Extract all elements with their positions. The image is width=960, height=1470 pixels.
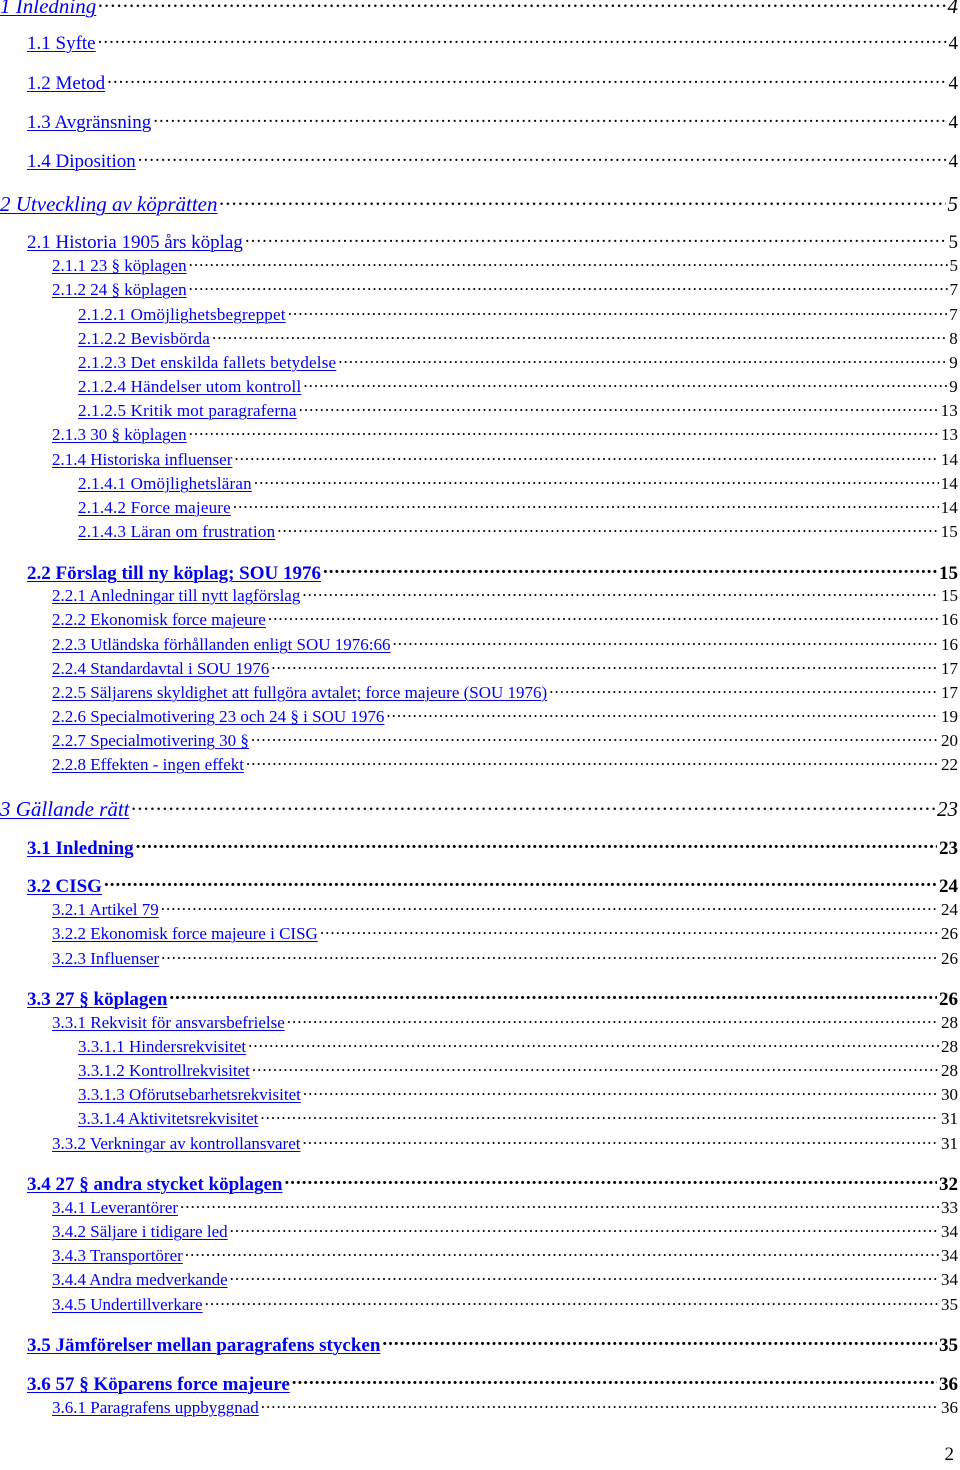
toc-entry-title[interactable]: 3.3.2 Verkningar av kontrollansvaret <box>52 1134 301 1153</box>
toc-entry-page: 22 <box>941 755 958 774</box>
toc-entry-title[interactable]: 2.2.2 Ekonomisk force majeure <box>52 610 266 629</box>
toc-entry[interactable] <box>52 1396 958 1418</box>
toc-entry-title[interactable]: 2.2.6 Specialmotivering 23 och 24 § i SOU 1976 <box>52 707 385 726</box>
dot-leader <box>299 399 939 416</box>
toc-entry[interactable] <box>52 1132 958 1154</box>
toc-entry-title[interactable]: 3.2 CISG <box>27 876 102 897</box>
toc-entry-title[interactable]: 3.3.1.2 Kontrollrekvisitet <box>78 1061 250 1080</box>
toc-entry-page: 5 <box>947 192 958 216</box>
toc-entry[interactable] <box>52 922 958 944</box>
toc-entry[interactable] <box>52 1244 958 1266</box>
toc-entry[interactable] <box>52 278 958 300</box>
dot-leader <box>320 922 939 939</box>
toc-entry-title[interactable]: 2.1.1 23 § köplagen <box>52 256 187 275</box>
dot-leader <box>132 795 936 816</box>
dot-leader <box>254 472 939 489</box>
toc-entry-title[interactable]: 2.1.2 24 § köplagen <box>52 280 187 299</box>
toc-entry-page: 32 <box>939 1174 958 1195</box>
dot-leader <box>393 633 939 650</box>
toc-entry[interactable] <box>0 190 958 217</box>
toc-entry-page: 34 <box>941 1270 958 1289</box>
toc-entry-page: 36 <box>941 1398 958 1417</box>
toc-entry-page: 16 <box>941 635 958 654</box>
toc-entry[interactable] <box>0 795 958 822</box>
toc-entry[interactable] <box>52 729 958 751</box>
dot-leader <box>386 705 939 722</box>
toc-entry[interactable] <box>52 1220 958 1242</box>
dot-leader <box>246 753 939 770</box>
toc-entry[interactable] <box>52 633 958 655</box>
toc-entry-page: 19 <box>941 707 958 726</box>
toc-entry-title[interactable]: 2.1 Historia 1905 års köplag <box>27 232 243 253</box>
toc-entry-title[interactable]: 3.3.1.4 Aktivitetsrekvisitet <box>78 1109 259 1128</box>
dot-leader <box>252 1059 939 1076</box>
toc-entry[interactable] <box>52 423 958 445</box>
dot-leader <box>234 448 939 465</box>
dot-leader <box>180 1196 939 1213</box>
toc-entry-page: 30 <box>941 1085 958 1104</box>
toc-entry[interactable] <box>27 109 958 134</box>
dot-leader <box>212 327 947 344</box>
toc-entry-page: 23 <box>939 838 958 859</box>
toc-entry-title[interactable]: 2.1.2.1 Omöjlighetsbegreppet <box>78 305 286 324</box>
toc-entry-page: 9 <box>949 377 958 396</box>
toc-entry-page: 14 <box>940 498 958 517</box>
dot-leader <box>220 190 946 211</box>
toc-entry-page: 35 <box>939 1335 958 1356</box>
toc-entry[interactable] <box>27 148 958 173</box>
dot-leader <box>153 109 946 128</box>
toc-entry[interactable] <box>78 520 958 542</box>
dot-leader <box>261 1396 939 1413</box>
toc-entry[interactable] <box>78 472 958 494</box>
toc-entry-title[interactable]: 3.6 57 § Köparens force majeure <box>27 1374 290 1395</box>
toc-entry-title[interactable]: 3.4.4 Andra medverkande <box>52 1270 228 1289</box>
toc-entry-page: 28 <box>941 1037 958 1056</box>
toc-entry-page: 23 <box>937 797 958 821</box>
toc-entry[interactable] <box>78 303 958 325</box>
toc-entry-title[interactable]: 2 Utveckling av köprätten <box>0 192 218 216</box>
toc-entry-page: 24 <box>939 876 958 897</box>
dot-leader <box>169 986 937 1005</box>
toc-entry-title[interactable]: 2.2.1 Anledningar till nytt lagförslag <box>52 586 301 605</box>
dot-leader <box>271 657 939 674</box>
toc-entry-title[interactable]: 3.4 27 § andra stycket köplagen <box>27 1174 283 1195</box>
toc-entry-page: 4 <box>948 33 958 54</box>
toc-entry-title[interactable]: 3.3 27 § köplagen <box>27 989 168 1010</box>
toc-entry-title[interactable]: 3.4.3 Transportörer <box>52 1246 183 1265</box>
toc-entry[interactable] <box>52 753 958 775</box>
dot-leader <box>338 351 947 368</box>
dot-leader <box>189 278 948 295</box>
toc-entry-page: 36 <box>939 1374 958 1395</box>
dot-leader <box>136 835 937 854</box>
toc-entry[interactable] <box>52 657 958 679</box>
toc-entry[interactable] <box>27 560 958 585</box>
toc-entry-title[interactable]: 3.4.5 Undertillverkare <box>52 1295 203 1314</box>
toc-entry-page: 4 <box>948 112 958 133</box>
toc-entry[interactable] <box>27 1171 958 1196</box>
dot-leader <box>260 1107 939 1124</box>
toc-entry[interactable] <box>27 30 958 55</box>
toc-entry[interactable] <box>0 0 958 19</box>
toc-entry-title[interactable]: 1 Inledning <box>0 0 97 18</box>
toc-entry-page: 20 <box>941 731 958 750</box>
toc-entry-title[interactable]: 3.4.1 Leverantörer <box>52 1198 179 1217</box>
toc-entry[interactable] <box>78 1059 958 1081</box>
dot-leader <box>303 1083 939 1100</box>
toc-entry[interactable] <box>52 584 958 606</box>
toc-entry-page: 26 <box>941 924 958 943</box>
toc-entry[interactable] <box>27 1332 958 1357</box>
toc-entry-title[interactable]: 2.2.7 Specialmotivering 30 § <box>52 731 249 750</box>
toc-entry-page: 7 <box>949 280 958 299</box>
toc-entry-title[interactable]: 2.2 Förslag till ny köplag; SOU 1976 <box>27 563 321 584</box>
toc-entry-page: 13 <box>941 425 958 444</box>
toc-entry[interactable] <box>52 898 958 920</box>
toc-entry-page: 13 <box>940 401 958 420</box>
toc-entry-page: 15 <box>941 586 958 605</box>
dot-leader <box>268 608 939 625</box>
toc-entry-title[interactable]: 1.3 Avgränsning <box>27 112 152 133</box>
dot-leader <box>302 584 939 601</box>
toc-entry[interactable] <box>78 1107 958 1129</box>
toc-entry-title[interactable]: 2.2.4 Standardavtal i SOU 1976 <box>52 659 270 678</box>
dot-leader <box>323 560 937 579</box>
dot-leader <box>288 303 948 320</box>
toc-entry-page: 4 <box>948 151 958 172</box>
toc-entry-page: 17 <box>941 683 958 702</box>
toc-entry-page: 14 <box>941 450 958 469</box>
toc-entry-title[interactable]: 2.1.2.4 Händelser utom kontroll <box>78 377 302 396</box>
toc-entry[interactable] <box>52 254 958 276</box>
dot-leader <box>292 1371 937 1390</box>
dot-leader <box>107 70 946 89</box>
toc-entry[interactable] <box>78 399 958 421</box>
dot-leader <box>549 681 939 698</box>
dot-leader <box>245 229 947 248</box>
toc-entry[interactable] <box>27 873 958 898</box>
toc-entry[interactable] <box>52 1196 958 1218</box>
toc-entry[interactable] <box>78 375 958 397</box>
dot-leader <box>287 1011 939 1028</box>
dot-leader <box>230 1268 939 1285</box>
dot-leader <box>189 423 939 440</box>
toc-entry-page: 35 <box>941 1295 958 1314</box>
toc-entry-page: 28 <box>941 1013 958 1032</box>
toc-entry-page: 4 <box>948 73 958 94</box>
toc-entry-title[interactable]: 3.5 Jämförelser mellan paragrafens stycken <box>27 1335 381 1356</box>
dot-leader <box>185 1244 939 1261</box>
toc-entry-page: 4 <box>947 0 958 18</box>
toc-entry[interactable] <box>27 1371 958 1396</box>
toc-entry-page: 15 <box>939 563 958 584</box>
dot-leader <box>303 375 947 392</box>
dot-leader <box>138 148 947 167</box>
toc-entry-title[interactable]: 3.2.3 Influenser <box>52 949 160 968</box>
dot-leader <box>248 1035 939 1052</box>
toc-entry-title[interactable]: 3.4.2 Säljare i tidigare led <box>52 1222 228 1241</box>
toc-entry-title[interactable]: 3.2.2 Ekonomisk force majeure i CISG <box>52 924 318 943</box>
dot-leader <box>161 898 939 915</box>
toc-entry-title[interactable]: 3.3.1.1 Hindersrekvisitet <box>78 1037 247 1056</box>
page-number: 2 <box>944 1444 954 1465</box>
dot-leader <box>98 0 945 13</box>
toc-entry[interactable] <box>27 835 958 860</box>
toc-entry[interactable] <box>78 1035 958 1057</box>
dot-leader <box>302 1132 939 1149</box>
toc-entry-page: 34 <box>941 1246 958 1265</box>
toc-entry-page: 7 <box>949 305 958 324</box>
dot-leader <box>382 1332 937 1351</box>
toc-entry[interactable] <box>27 70 958 95</box>
toc-entry-title[interactable]: 3 Gällande rätt <box>0 797 130 821</box>
toc-entry-page: 15 <box>940 522 958 541</box>
toc-entry-page: 26 <box>941 949 958 968</box>
toc-entry[interactable] <box>78 351 958 373</box>
toc-entry-page: 28 <box>941 1061 958 1080</box>
toc-entry[interactable] <box>27 229 958 254</box>
toc-entry[interactable] <box>52 1268 958 1290</box>
dot-leader <box>233 496 939 513</box>
toc-entry-title[interactable]: 2.2.5 Säljarens skyldighet att fullgöra avtalet; force majeure (SOU 1976) <box>52 683 548 702</box>
toc-entry-title[interactable]: 1.1 Syfte <box>27 33 96 54</box>
dot-leader <box>104 873 937 892</box>
toc-entry-title[interactable]: 2.2.8 Effekten - ingen effekt <box>52 755 244 774</box>
toc-entry-page: 8 <box>949 329 958 348</box>
toc-entry[interactable] <box>52 1293 958 1315</box>
toc-entry-title[interactable]: 3.6.1 Paragrafens uppbyggnad <box>52 1398 259 1417</box>
toc-entry-title[interactable]: 3.1 Inledning <box>27 838 134 859</box>
toc-entry-title[interactable]: 2.1.4.3 Läran om frustration <box>78 522 276 541</box>
toc-entry-title[interactable]: 2.1.2.2 Bevisbörda <box>78 329 211 348</box>
toc-entry-page: 34 <box>941 1222 958 1241</box>
dot-leader <box>189 254 948 271</box>
toc-entry[interactable] <box>52 947 958 969</box>
toc-entry-title[interactable]: 3.3.1 Rekvisit för ansvarsbefrielse <box>52 1013 285 1032</box>
toc-entry[interactable] <box>52 705 958 727</box>
toc-entry-title[interactable]: 2.1.4.2 Force majeure <box>78 498 231 517</box>
toc-entry-title[interactable]: 2.1.4 Historiska influenser <box>52 450 233 469</box>
toc-entry[interactable] <box>52 681 958 703</box>
toc-entry-title[interactable]: 2.1.3 30 § köplagen <box>52 425 187 444</box>
toc-entry[interactable] <box>78 327 958 349</box>
dot-leader <box>161 947 939 964</box>
toc-entry-title[interactable]: 2.1.2.3 Det enskilda fallets betydelse <box>78 353 337 372</box>
toc-entry-title[interactable]: 2.1.2.5 Kritik mot paragraferna <box>78 401 297 420</box>
toc-entry-title[interactable]: 2.2.3 Utländska förhållanden enligt SOU 1976:66 <box>52 635 391 654</box>
toc-entry-page: 5 <box>948 232 958 253</box>
toc-entry[interactable] <box>27 986 958 1011</box>
toc-entry-page: 16 <box>941 610 958 629</box>
toc-entry[interactable] <box>52 448 958 470</box>
toc-entry-page: 31 <box>941 1109 958 1128</box>
toc-entry[interactable] <box>78 1083 958 1105</box>
dot-leader <box>230 1220 939 1237</box>
dot-leader <box>251 729 939 746</box>
toc-entry-page: 9 <box>949 353 958 372</box>
toc-entry-page: 14 <box>940 474 958 493</box>
toc-entry-page: 17 <box>941 659 958 678</box>
toc-entry-title[interactable]: 3.3.1.3 Oförutsebarhetsrekvisitet <box>78 1085 301 1104</box>
toc-entry-page: 24 <box>941 900 958 919</box>
toc-entry-title[interactable]: 1.4 Diposition <box>27 151 136 172</box>
dot-leader <box>277 520 938 537</box>
dot-leader <box>205 1293 939 1310</box>
toc-entry[interactable] <box>78 496 958 518</box>
toc-entry-title[interactable]: 2.1.4.1 Omöjlighetsläran <box>78 474 252 493</box>
dot-leader <box>98 30 947 49</box>
toc-entry[interactable] <box>52 608 958 630</box>
toc-entry-title[interactable]: 3.2.1 Artikel 79 <box>52 900 159 919</box>
toc-entry-page: 33 <box>941 1198 958 1217</box>
toc-entry-page: 31 <box>941 1134 958 1153</box>
toc-entry-page: 5 <box>949 256 958 275</box>
dot-leader <box>284 1171 937 1190</box>
toc-entry[interactable] <box>52 1011 958 1033</box>
toc-entry-page: 26 <box>939 989 958 1010</box>
toc-entry-title[interactable]: 1.2 Metod <box>27 73 106 94</box>
